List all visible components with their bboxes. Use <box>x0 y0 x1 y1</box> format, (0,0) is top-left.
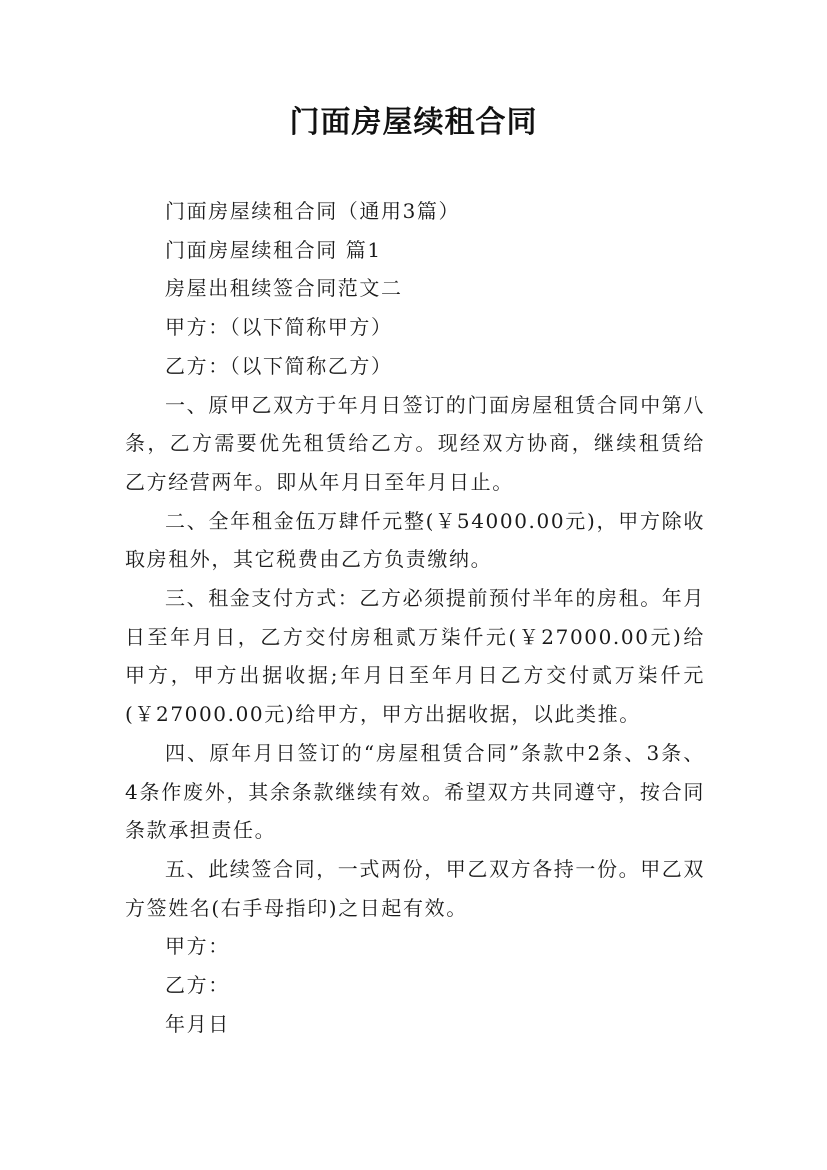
signature-party-a: 甲方： <box>165 934 230 959</box>
paragraph-template-name: 房屋出租续签合同范文二 <box>165 276 403 301</box>
paragraph-clause-3: 三、租金支付方式：乙方必须提前预付半年的房租。年月日至年月日，乙方交付房租贰万柒仟元(￥27000.00元)给甲方，甲方出据收据;年月日至年月日乙方交付贰万柒仟元(￥27000.00元)给甲方，甲方出据收据，以此类推。 <box>125 586 705 727</box>
document-body <box>125 192 705 1043</box>
signature-date: 年月日 <box>165 1011 230 1036</box>
signature-party-b: 乙方： <box>165 973 230 998</box>
paragraph-clause-4: 四、原年月日签订的“房屋租赁合同”条款中2条、3条、4条作废外，其余条款继续有效。希望双方共同遵守，按合同条款承担责任。 <box>125 740 705 843</box>
paragraph-subtitle: 门面房屋续租合同（通用3篇） <box>165 199 461 223</box>
paragraph-clause-2: 二、全年租金伍万肆仟元整(￥54000.00元)，甲方除收取房租外，其它税费由乙方负责缴纳。 <box>125 508 705 572</box>
paragraph-clause-1: 一、原甲乙双方于年月日签订的门面房屋租赁合同中第八条，乙方需要优先租赁给乙方。现经双方协商，继续租赁给乙方经营两年。即从年月日至年月日止。 <box>125 392 705 494</box>
paragraph-party-b: 乙方：（以下简称乙方） <box>165 353 393 378</box>
paragraph-clause-5: 五、此续签合同，一式两份，甲乙双方各持一份。甲乙双方签姓名(右手母指印)之日起有效。 <box>125 856 705 920</box>
paragraph-party-a: 甲方：（以下简称甲方） <box>165 315 393 340</box>
document-title: 门面房屋续租合同 <box>289 105 538 140</box>
paragraph-chapter-heading: 门面房屋续租合同 篇1 <box>165 237 382 262</box>
